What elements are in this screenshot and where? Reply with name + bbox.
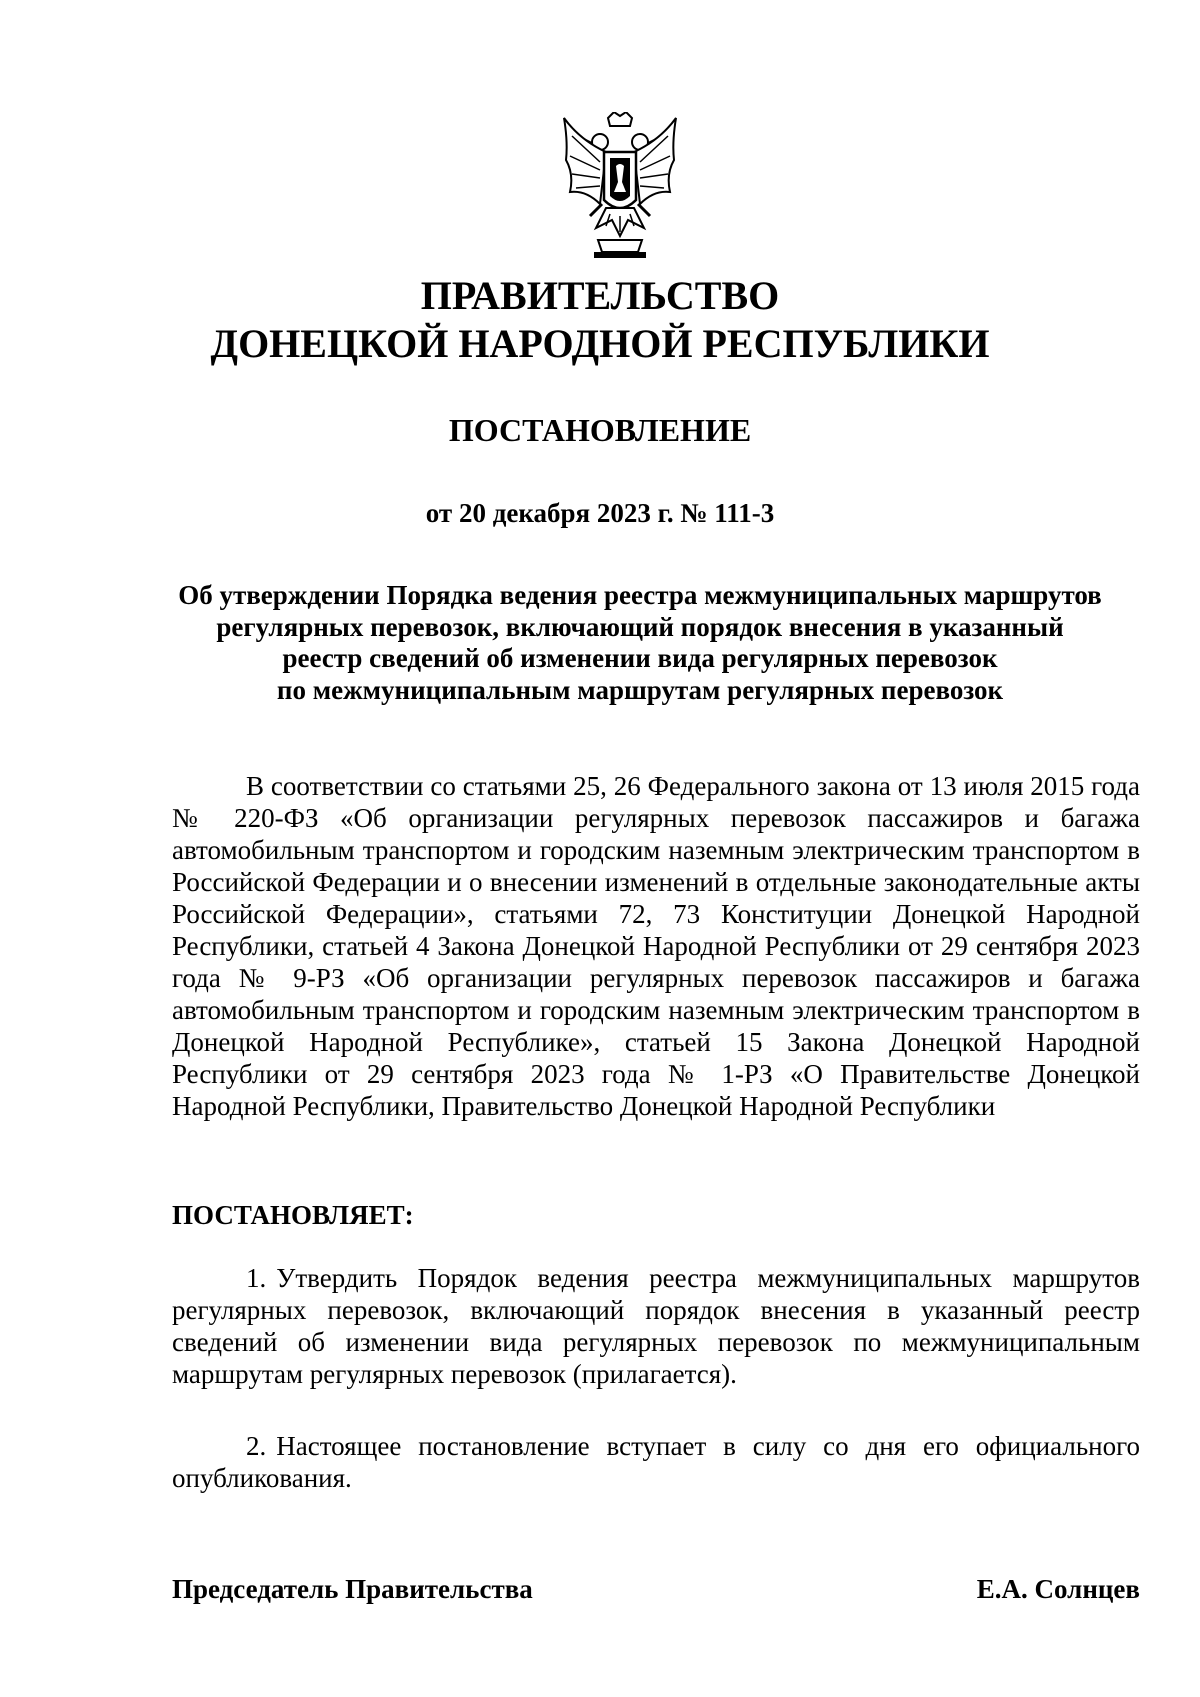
subject-line: реестр сведений об изменении вида регулярных перевозок: [282, 643, 998, 673]
resolves-label: ПОСТАНОВЛЯЕТ:: [172, 1200, 414, 1230]
signatory-name: Е.А. Солнцев: [976, 1574, 1140, 1604]
subject-line: по межмуниципальным маршрутам регулярных перевозок: [276, 674, 1004, 705]
document-date-number: от 20 декабря 2023 г. № 111-3: [425, 498, 775, 528]
double-headed-eagle-emblem-icon: [560, 112, 680, 262]
resolution-item: [172, 1262, 1140, 1390]
government-title-line1: ПРАВИТЕЛЬСТВО: [420, 273, 780, 318]
item-number: 2.: [246, 1431, 267, 1461]
subject-line: регулярных перевозок, включающий порядок внесения в указанный: [216, 611, 1064, 642]
signatory-position: Председатель Правительства: [172, 1574, 533, 1604]
government-title-line2: ДОНЕЦКОЙ НАРОДНОЙ РЕСПУБЛИКИ: [210, 321, 990, 366]
item-number: 1.: [246, 1263, 267, 1293]
subject-line: Об утверждении Порядка ведения реестра межмуниципальных маршрутов: [178, 580, 1102, 610]
document-type: ПОСТАНОВЛЕНИЕ: [448, 412, 752, 448]
document-subject: [160, 580, 1120, 706]
item-text: Настоящее постановление вступает в силу со дня его официального опубликования.: [172, 1431, 1140, 1493]
resolution-item: [172, 1430, 1140, 1494]
preamble-paragraph: В соответствии со статьями 25, 26 Федерального закона от 13 июля 2015 года № 220-ФЗ «Об организации регулярных перевозок пассажиров и багажа автомобильным транспортом и городским наземным электрическим транспортом в Российской Федерации и о внесении изменений в отдельные законодательные акты Российской Федерации», статьями 72, 73 Конституции Донецкой Народной Республики, статьей 4 Закона Донецкой Народной Республики от 29 сентября 2023 года № 9-РЗ «Об организации регулярных перевозок пассажиров и багажа автомобильным транспортом и городским наземным электрическим транспортом в Донецкой Народной Республике», статьей 15 Закона Донецкой Народной Республики от 29 сентября 2023 года № 1-РЗ «О Правительстве Донецкой Народной Республики, Правительство Донецкой Народной Республики: [172, 771, 1140, 1121]
item-text: Утвердить Порядок ведения реестра межмуниципальных маршрутов регулярных перевозок, включающий порядок внесения в указанный реестр сведений об изменении вида регулярных перевозок по межмуниципальным маршрутам регулярных перевозок (прилагается).: [172, 1263, 1140, 1389]
